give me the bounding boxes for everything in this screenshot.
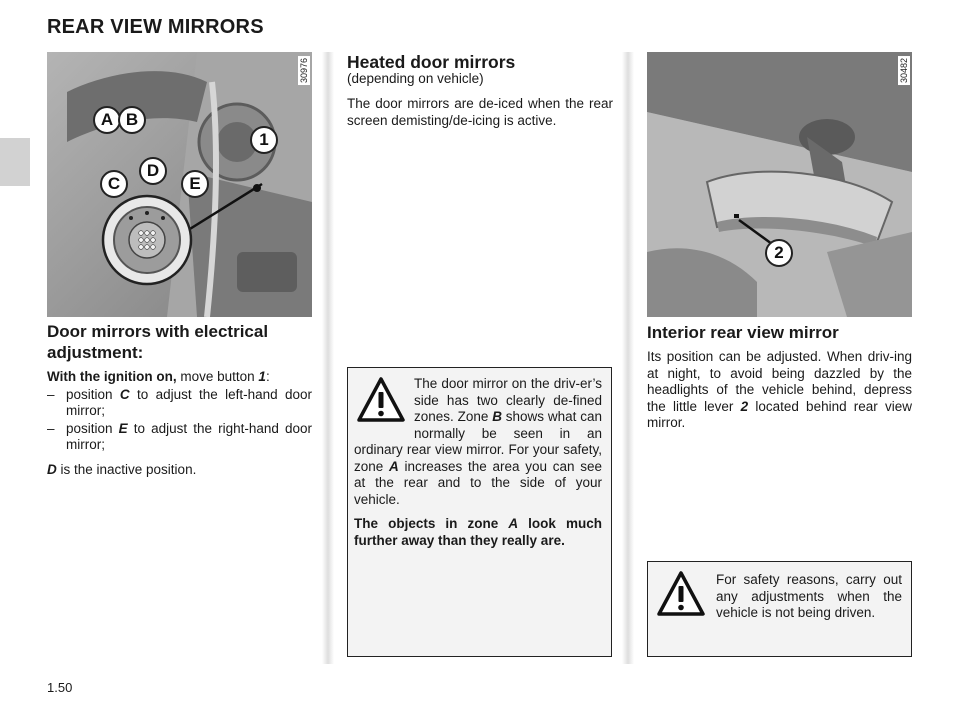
callout-2: 2 <box>765 239 793 267</box>
photo-reference-code: 30976 <box>299 58 309 84</box>
warning-emphasis: The objects in zone A look much further away than they really are. <box>354 516 602 548</box>
door-mirrors-instructions <box>47 369 312 478</box>
page-title: REAR VIEW MIRRORS <box>47 16 264 38</box>
interior-mirror-heading: Interior rear view mirror <box>647 323 839 342</box>
inactive-position-note: D is the inactive position. <box>47 461 197 477</box>
door-mirror-warning-box <box>347 367 612 657</box>
warning-triangle-icon <box>656 570 706 618</box>
callout-1: 1 <box>250 126 278 154</box>
callout-b: B <box>118 106 146 134</box>
photo-reference-code: 30482 <box>899 58 909 84</box>
heated-mirrors-body: The door mirrors are de-iced when the rear screen demisting/de-icing is active. <box>347 96 613 128</box>
door-mirror-warning-text <box>354 376 602 549</box>
instructions-intro: With the ignition on, move button 1: <box>47 369 270 384</box>
interior-mirror-illustration <box>647 52 912 317</box>
door-mirrors-heading: Door mirrors with electrical adjustment: <box>47 322 269 362</box>
interior-mirror-body: Its position can be adjusted. When driv-ing at night, to avoid being dazzled by the headlights of the vehicle behind, depress the little lever 2 located behind rear view mirror. <box>647 349 912 430</box>
door-mirror-control-photo <box>47 52 312 317</box>
heated-mirrors-subheading: (depending on vehicle) <box>347 71 484 86</box>
list-item: – position C to adjust the left-hand door mirror; <box>47 387 312 420</box>
interior-mirror-photo <box>647 52 912 317</box>
warning-paragraph: The door mirror on the driv-er’s side has two clearly de-fined zones. Zone B shows what can normally be seen in an ordinary rear view mirror. For your safety, zone A increases the area you can see at the rear and to the side of your vehicle. <box>354 376 602 507</box>
section-tab <box>0 138 30 186</box>
column-divider <box>622 52 634 664</box>
list-item: – position E to adjust the right-hand door mirror; <box>47 421 312 454</box>
callout-e: E <box>181 170 209 198</box>
position-list <box>47 387 312 454</box>
callout-a: A <box>93 106 121 134</box>
adjustment-warning-box <box>647 561 912 657</box>
door-mirror-control-illustration <box>47 52 312 317</box>
callout-d: D <box>139 157 167 185</box>
adjustment-warning-text: For safety reasons, carry out any adjustments when the vehicle is not being driven. <box>716 572 902 620</box>
heated-mirrors-heading: Heated door mirrors <box>347 52 516 72</box>
column-divider <box>322 52 334 664</box>
callout-c: C <box>100 170 128 198</box>
page-number: 1.50 <box>47 680 73 695</box>
